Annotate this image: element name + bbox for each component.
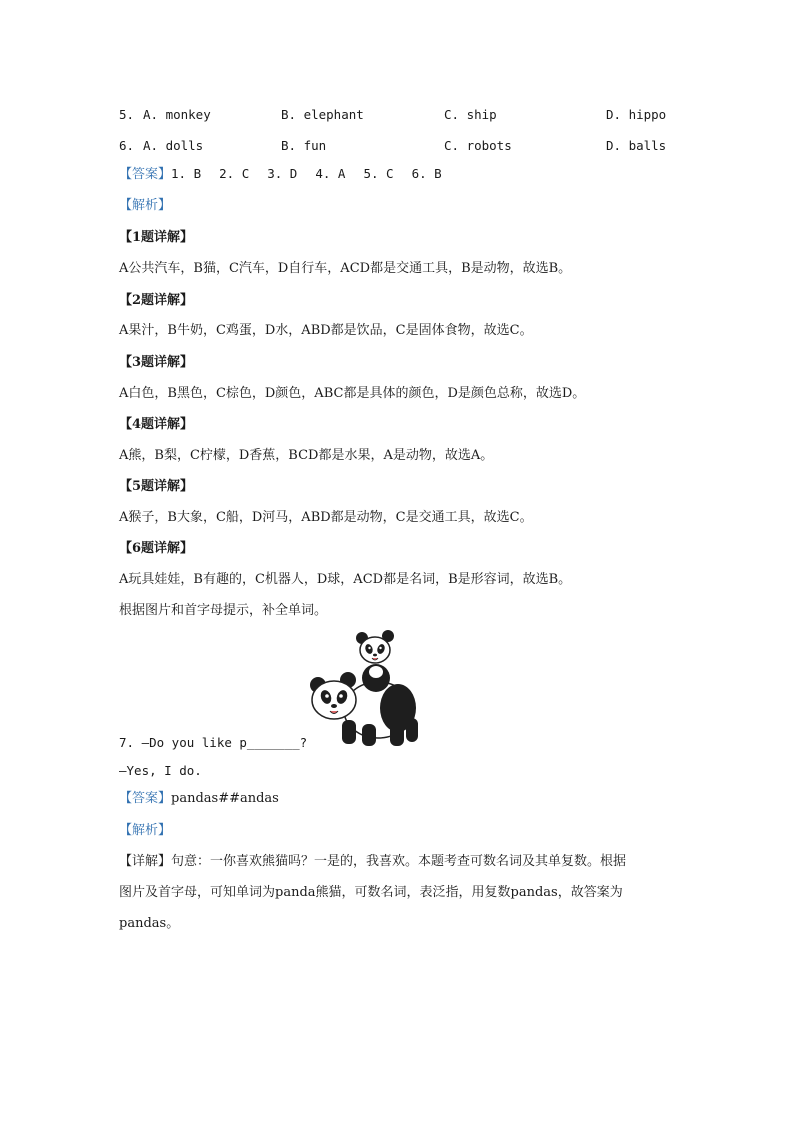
answer-tag: 【答案】 xyxy=(119,791,172,806)
answer-item: 3. D xyxy=(267,166,298,181)
mother-eye xyxy=(325,694,329,698)
detail-7-line-3: pandas。 xyxy=(119,916,180,931)
cub-eye xyxy=(368,647,370,649)
detail-5-text: A猴子，B大象，C船，D河马，ABD都是动物，C是交通工具，故选C。 xyxy=(119,510,533,525)
q5-option-d: D. hippo xyxy=(606,107,667,122)
q6-option-c: C. robots xyxy=(444,138,512,153)
answer-text: pandas##andas xyxy=(171,791,279,806)
detail-3-head: 【3题详解】 xyxy=(119,355,194,370)
mother-eye xyxy=(339,694,343,698)
q6-option-b: B. fun xyxy=(281,138,327,153)
detail-2-head: 【2题详解】 xyxy=(119,293,194,308)
answer-item: 5. C xyxy=(363,166,394,181)
detail-2-text: A果汁，B牛奶，C鸡蛋，D水，ABD都是饮品，C是固体食物，故选C。 xyxy=(119,323,533,338)
panda-illustration xyxy=(306,628,426,748)
q5-option-c: C. ship xyxy=(444,107,497,122)
detail-5-head: 【5题详解】 xyxy=(119,479,194,494)
q5-option-b: B. elephant xyxy=(281,107,364,122)
cub-nose xyxy=(373,654,377,657)
q7-line-2: —Yes, I do. xyxy=(119,763,202,778)
instruction-text: 根据图片和首字母提示，补全单词。 xyxy=(119,603,328,618)
cub-eye xyxy=(379,647,381,649)
detail-7-line-1 xyxy=(119,853,626,871)
answer-item: 2. C xyxy=(219,166,250,181)
mother-leg xyxy=(406,718,418,742)
q5-num: 5. xyxy=(119,107,135,122)
detail-6-head: 【6题详解】 xyxy=(119,541,194,556)
mother-nose xyxy=(331,704,337,708)
detail-7-line-2: 图片及首字母，可知单词为panda熊猫，可数名词，表泛指，用复数pandas，故答案为 xyxy=(119,885,623,900)
q6-num: 6. xyxy=(119,138,135,153)
q5-option-a: A. monkey xyxy=(143,107,211,122)
detail-7-text-1: 句意：一你喜欢熊猫吗？一是的，我喜欢。本题考查可数名词及其单复数。根据 xyxy=(171,854,627,869)
answer-line-2 xyxy=(119,790,279,808)
mother-leg xyxy=(390,722,404,746)
detail-4-head: 【4题详解】 xyxy=(119,417,194,432)
detail-6-text: A玩具娃娃，B有趣的，C机器人，D球，ACD都是名词，B是形容词，故选B。 xyxy=(119,572,572,587)
cub-belly xyxy=(369,666,383,678)
analysis-tag: 【解析】 xyxy=(119,198,172,213)
q6-option-a: A. dolls xyxy=(143,138,204,153)
answer-item: 6. B xyxy=(411,166,442,181)
answer-item: 4. A xyxy=(315,166,346,181)
q6-option-d: D. balls xyxy=(606,138,667,153)
answer-tag: 【答案】 xyxy=(119,167,172,182)
detail-1-head: 【1题详解】 xyxy=(119,230,194,245)
detail-4-text: A熊，B梨，C柠檬，D香蕉，BCD都是水果，A是动物，故选A。 xyxy=(119,448,494,463)
answer-line-1 xyxy=(119,165,460,184)
analysis-tag-2: 【解析】 xyxy=(119,823,172,838)
answer-item: 1. B xyxy=(171,166,202,181)
mother-leg xyxy=(342,720,356,744)
detail-3-text: A白色，B黑色，C棕色，D颜色，ABC都是具体的颜色，D是颜色总称，故选D。 xyxy=(119,386,586,401)
detail-tag: 【详解】 xyxy=(119,854,172,869)
mother-leg xyxy=(362,724,376,746)
detail-1-text: A公共汽车，B猫，C汽车，D自行车，ACD都是交通工具，B是动物，故选B。 xyxy=(119,261,572,276)
q7-line-1: 7. —Do you like p_______? xyxy=(119,735,308,750)
